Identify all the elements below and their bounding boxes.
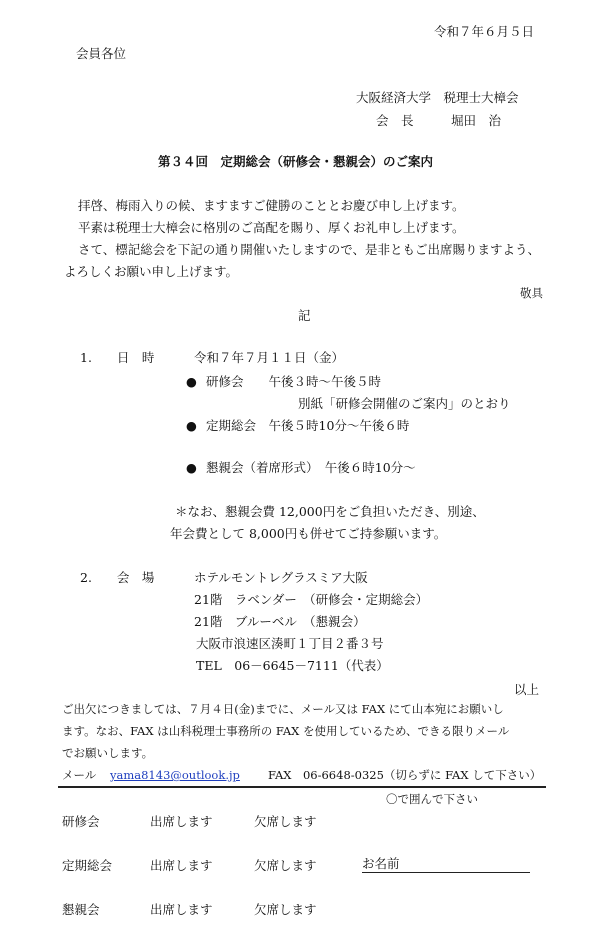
form-row-teiki-label: 定期総会 <box>62 858 113 873</box>
venue-address: 大阪市浪速区湊町１丁目２番３号 <box>196 636 384 651</box>
email-link[interactable]: yama8143@outlook.jp <box>110 768 240 782</box>
sender-organization: 大阪経済大学 税理士大樟会 <box>356 90 519 105</box>
form-row-kenshu-attend[interactable]: 出席します <box>150 814 213 829</box>
item1-label: 1. 日 時 <box>80 350 155 365</box>
item2-label: 2. 会 場 <box>80 570 155 585</box>
form-row-kenshu-absent[interactable]: 欠席します <box>254 814 317 829</box>
bullet-icon: ● <box>186 460 197 475</box>
venue-tel: TEL 06－6645－7111（代表） <box>196 658 389 673</box>
form-row-kenshu-label: 研修会 <box>62 814 100 829</box>
form-row-teiki-absent[interactable]: 欠席します <box>254 858 317 873</box>
greeting-paragraph-2: 平素は税理士大樟会に格別のご高配を賜り、厚くお礼申し上げます。 <box>78 220 465 235</box>
ijo-closing: 以上 <box>514 682 540 697</box>
ki-heading: 記 <box>298 308 311 323</box>
sender-president: 会 長 堀田 治 <box>376 113 502 128</box>
divider-line <box>58 786 546 788</box>
bullet-icon: ● <box>186 374 197 389</box>
reply-line-2: ます。なお、FAX は山科税理士事務所の FAX を使用しているため、できる限りメール <box>62 724 510 738</box>
name-field-label: お名前 <box>362 856 400 871</box>
fax-number: FAX 06-6648-0325（切らずに FAX して下さい） <box>268 768 542 782</box>
fee-note-2: 年会費として 8,000円も併せてご持参願います。 <box>170 526 447 541</box>
reply-line-3: でお願いします。 <box>62 746 154 760</box>
schedule-teiki: 定期総会 午後５時10分～午後６時 <box>206 418 410 433</box>
greeting-paragraph-3-cont: よろしくお願い申し上げます。 <box>64 264 239 279</box>
schedule-konshin: 懇親会（着席形式） 午後６時10分～ <box>206 460 416 475</box>
name-field-line[interactable] <box>362 872 530 873</box>
mail-label: メール <box>62 768 97 782</box>
bullet-icon: ● <box>186 418 197 433</box>
form-row-teiki-attend[interactable]: 出席します <box>150 858 213 873</box>
closing-keigu: 敬具 <box>520 286 543 300</box>
schedule-kenshu-note: 別紙「研修会開催のご案内」のとおり <box>298 396 511 411</box>
greeting-paragraph-1: 拝啓、梅雨入りの候、ますますご健勝のこととお慶び申し上げます。 <box>78 198 465 213</box>
circle-instruction: 〇で囲んで下さい <box>386 792 478 806</box>
fee-note-1: ＊なお、懇親会費 12,000円をご負担いただき、別途、 <box>175 504 485 519</box>
schedule-kenshu: 研修会 午後３時～午後５時 <box>206 374 382 389</box>
document-title: 第３４回 定期総会（研修会・懇親会）のご案内 <box>158 154 434 169</box>
venue-room-2: 21階 ブルーベル （懇親会） <box>194 614 366 629</box>
venue-hotel: ホテルモントレグラスミア大阪 <box>194 570 368 585</box>
document-date: 令和７年６月５日 <box>434 24 535 39</box>
form-row-konshin-label: 懇親会 <box>62 902 100 917</box>
event-date: 令和７年７月１１日（金） <box>194 350 345 365</box>
greeting-paragraph-3: さて、標記総会を下記の通り開催いたしますので、是非ともご出席賜りますよう、 <box>78 242 541 257</box>
form-row-konshin-absent[interactable]: 欠席します <box>254 902 317 917</box>
reply-line-1: ご出欠につきましては、７月４日(金)までに、メール又は FAX にて山本宛にお願いし <box>62 702 504 716</box>
form-row-konshin-attend[interactable]: 出席します <box>150 902 213 917</box>
recipients: 会員各位 <box>76 46 127 61</box>
venue-room-1: 21階 ラベンダー （研修会・定期総会） <box>194 592 429 607</box>
